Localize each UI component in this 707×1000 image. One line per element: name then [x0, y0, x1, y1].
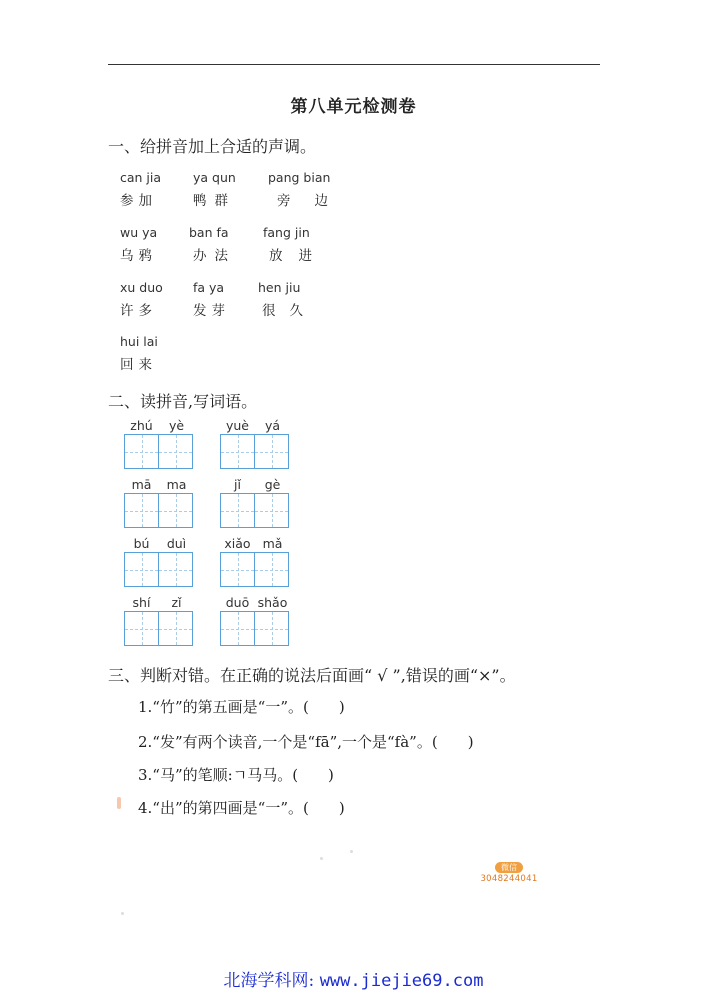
- pinyin-word: hui lai 回来: [120, 334, 158, 373]
- wechat-watermark: 微信 3048244041: [480, 863, 538, 884]
- pinyin-writing-item: zhú yè: [124, 418, 194, 469]
- pinyin-writing-item: bú duì: [124, 536, 194, 587]
- footer: [0, 966, 707, 991]
- tianzige-box[interactable]: [159, 434, 193, 469]
- tianzige-box[interactable]: [255, 611, 289, 646]
- pinyin-word: pang bian 旁边: [268, 170, 352, 209]
- footer-site-name: 北海学科网:: [223, 971, 315, 991]
- tianzige-box[interactable]: [255, 493, 289, 528]
- tianzige-box[interactable]: [124, 552, 159, 587]
- tianzige-box[interactable]: [255, 552, 289, 587]
- question-2: 2.“发”有两个读音,一个是“fā”,一个是“fà”。( ): [138, 733, 474, 751]
- pinyin-writing-item: yuè yá: [220, 418, 290, 469]
- footer-url[interactable]: www.jiejie69.com: [319, 971, 484, 991]
- tianzige-box[interactable]: [220, 434, 255, 469]
- pinyin-word: fa ya 发芽: [193, 280, 230, 319]
- margin-mark: [117, 797, 121, 809]
- tianzige-box[interactable]: [159, 552, 193, 587]
- pinyin-word: ya qun 鸭群: [193, 170, 236, 209]
- scan-speck: [350, 850, 353, 853]
- pinyin-writing-item: xiǎo mǎ: [220, 536, 290, 587]
- tianzige-box[interactable]: [220, 493, 255, 528]
- pinyin-word: hen jiu 很久: [258, 280, 317, 319]
- page-title: 第八单元检测卷: [290, 97, 417, 117]
- question-1: 1.“竹”的第五画是“一”。( ): [138, 698, 345, 716]
- section1-heading: 一、给拼音加上合适的声调。: [108, 137, 317, 156]
- tianzige-box[interactable]: [220, 552, 255, 587]
- scan-speck: [320, 857, 323, 860]
- section2-heading: 二、读拼音,写词语。: [108, 392, 258, 411]
- tianzige-box[interactable]: [159, 611, 193, 646]
- tianzige-box[interactable]: [124, 434, 159, 469]
- pinyin-word: can jia 参加: [120, 170, 162, 209]
- question-3: 3.“马”的笔顺:ㄱ马马。( ): [138, 766, 334, 784]
- scan-speck: [121, 912, 124, 915]
- tianzige-box[interactable]: [124, 493, 159, 528]
- tianzige-box[interactable]: [255, 434, 289, 469]
- pinyin-word: ban fa 办法: [189, 225, 236, 264]
- tianzige-box[interactable]: [220, 611, 255, 646]
- pinyin-writing-item: duō shǎo: [220, 595, 290, 646]
- top-rule: [108, 64, 600, 65]
- pinyin-writing-item: shí zǐ: [124, 595, 194, 646]
- pinyin-word: fang jin 放进: [263, 225, 328, 264]
- tianzige-box[interactable]: [159, 493, 193, 528]
- tianzige-box[interactable]: [124, 611, 159, 646]
- question-4: 4.“出”的第四画是“一”。( ): [138, 799, 345, 817]
- pinyin-word: xu duo 许多: [120, 280, 163, 319]
- section3-heading: 三、判断对错。在正确的说法后面画“ √ ”,错误的画“×”。: [108, 666, 516, 685]
- pinyin-word: wu ya 乌鸦: [120, 225, 158, 264]
- pinyin-writing-item: jǐ gè: [220, 477, 290, 528]
- pinyin-writing-item: mā ma: [124, 477, 194, 528]
